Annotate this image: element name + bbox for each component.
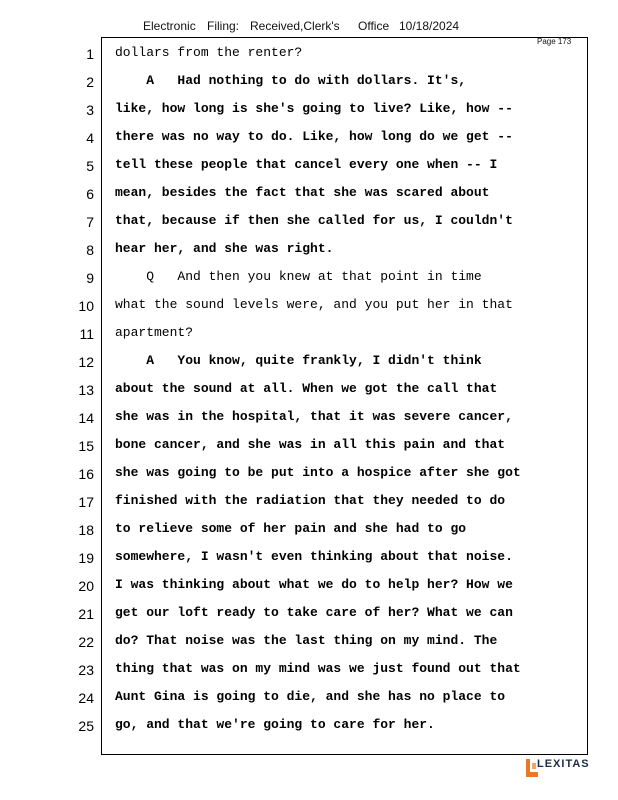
line-number: 10 [78,298,94,314]
header-filing: Filing: [207,19,240,33]
transcript-line: there was no way to do. Like, how long do we get -- [115,129,513,144]
line-number: 14 [78,410,94,426]
line-number: 15 [78,438,94,454]
line-number: 25 [78,718,94,734]
transcript-line: dollars from the renter? [115,45,303,60]
transcript-line: A You know, quite frankly, I didn't think [115,353,482,368]
transcript-line: apartment? [115,325,194,340]
line-number: 2 [86,74,94,90]
header-received: Received,Clerk's [250,19,340,33]
page-number: Page 173 [537,37,572,46]
header-electronic: Electronic [143,19,196,33]
line-number: 4 [86,130,94,146]
header-office: Office [358,19,390,33]
transcript-line: Aunt Gina is going to die, and she has no place to [115,689,506,704]
transcript-line: tell these people that cancel every one when -- I [115,157,498,172]
line-number: 17 [78,494,94,510]
header-date: 10/18/2024 [399,19,460,33]
transcript-line: get our loft ready to take care of her? What we can [115,605,513,620]
line-number: 6 [86,186,94,202]
transcript-line: like, how long is she's going to live? Like, how -- [115,101,513,116]
transcript-line: A Had nothing to do with dollars. It's, [115,73,467,88]
line-number: 5 [86,158,94,174]
line-number: 18 [78,522,94,538]
line-number: 13 [78,382,94,398]
transcript-line: what the sound levels were, and you put her in that [115,297,513,312]
transcript-line: mean, besides the fact that she was scared about [115,185,490,200]
transcript-line: thing that was on my mind was we just found out that [115,661,521,676]
line-number: 3 [86,102,94,118]
transcript-line: bone cancer, and she was in all this pain and that [115,437,506,452]
line-number: 8 [86,242,94,258]
transcript-line: Q And then you knew at that point in time [115,269,482,284]
line-number: 7 [86,214,94,230]
transcript-line: finished with the radiation that they needed to do [115,493,506,508]
transcript-line: she was going to be put into a hospice after she got [115,465,521,480]
line-number: 19 [78,550,94,566]
line-number: 1 [86,46,94,62]
transcript-line: do? That noise was the last thing on my mind. The [115,633,498,648]
line-number: 9 [86,270,94,286]
line-number: 12 [78,354,94,370]
line-number: 21 [78,606,94,622]
transcript-line: I was thinking about what we do to help her? How we [115,577,513,592]
line-number: 24 [78,690,94,706]
lexitas-wordmark: LEXITAS [537,758,590,770]
line-number: 20 [78,578,94,594]
transcript-line: she was in the hospital, that it was severe cancer, [115,409,513,424]
lexitas-logo [525,757,591,777]
transcript-line: to relieve some of her pain and she had to go [115,521,467,536]
line-number: 23 [78,662,94,678]
transcript-line: that, because if then she called for us, I couldn't [115,213,513,228]
transcript-line: go, and that we're going to care for her. [115,717,435,732]
transcript-line: hear her, and she was right. [115,241,334,256]
line-number: 22 [78,634,94,650]
transcript-line: somewhere, I wasn't even thinking about that noise. [115,549,513,564]
transcript-line: about the sound at all. When we got the call that [115,381,498,396]
line-number: 11 [79,326,94,342]
line-number: 16 [78,466,94,482]
